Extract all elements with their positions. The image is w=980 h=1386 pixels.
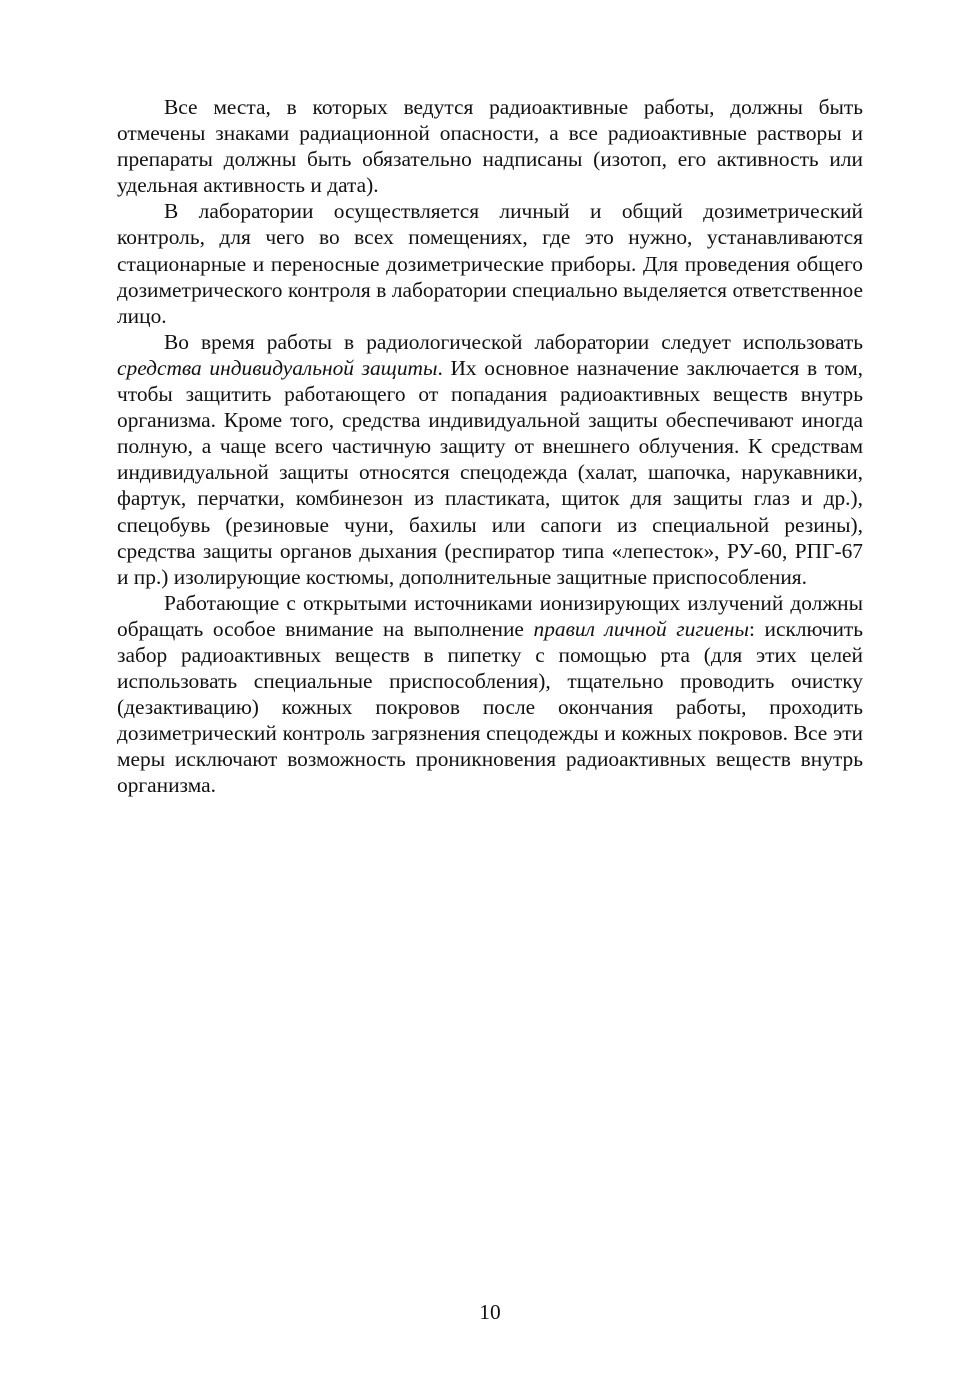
paragraph-text: Все места, в которых ведутся радиоактивные работы, должны быть отмечены знаками радиационной опасности, а все радиоактивные растворы и препараты должны быть обязательно надписаны (изотоп, его активность или удельная активность и дата). <box>117 95 863 198</box>
paragraph-text: В лаборатории осуществляется личный и общий дозиметрический контроль, для чего во всех помещениях, где это нужно, устанавливаются стационарные и переносные дозиметрические приборы. Для проведения общего дозиметрического контроля в лаборатории специально выделяется ответственное лицо. <box>117 199 863 328</box>
paragraph <box>117 329 863 590</box>
body-text <box>117 94 863 799</box>
paragraph-text: Во время работы в радиологической лаборатории следует использовать <box>164 329 863 354</box>
paragraph <box>117 590 863 799</box>
paragraph <box>117 198 863 328</box>
paragraph-text: : исключить забор радиоактивных веществ в пипетку с помощью рта (для этих целей использовать специальные приспособления), тщательно проводить очистку (дезактивацию) кожных покровов после окончания работы, проходить дозиметрический контроль загрязнения спецодежды и кожных покровов. Все эти меры исключают возможность проникновения радиоактивных веществ внутрь организма. <box>117 616 863 798</box>
paragraph-text: . Их основное назначение заключается в том, чтобы защитить работающего от попадания радиоактивных веществ внутрь организма. Кроме того, средства индивидуальной защиты обеспечивают иногда полную, а чаще всего частичную защиту от внешнего облучения. К средствам индивидуальной защиты относятся спецодежда (халат, шапочка, нарукавники, фартук, перчатки, комбинезон из пластиката, щиток для защиты глаз и др.), спецобувь (резиновые чуни, бахилы или сапоги из специальной резины), средства защиты органов дыхания (респиратор типа «лепесток», РУ-60, РПГ-67 и пр.) изолирующие костюмы, дополнительные защитные приспособления. <box>117 355 863 589</box>
paragraph-text: Работающие с открытыми источниками ионизирующих излучений должны обращать особое внимание на выполнение <box>117 590 863 641</box>
italic-term: средства индивидуальной защиты <box>117 355 438 380</box>
page-number: 10 <box>479 1300 501 1324</box>
italic-term: правил личной гигиены <box>533 616 749 641</box>
paragraph <box>117 94 863 198</box>
